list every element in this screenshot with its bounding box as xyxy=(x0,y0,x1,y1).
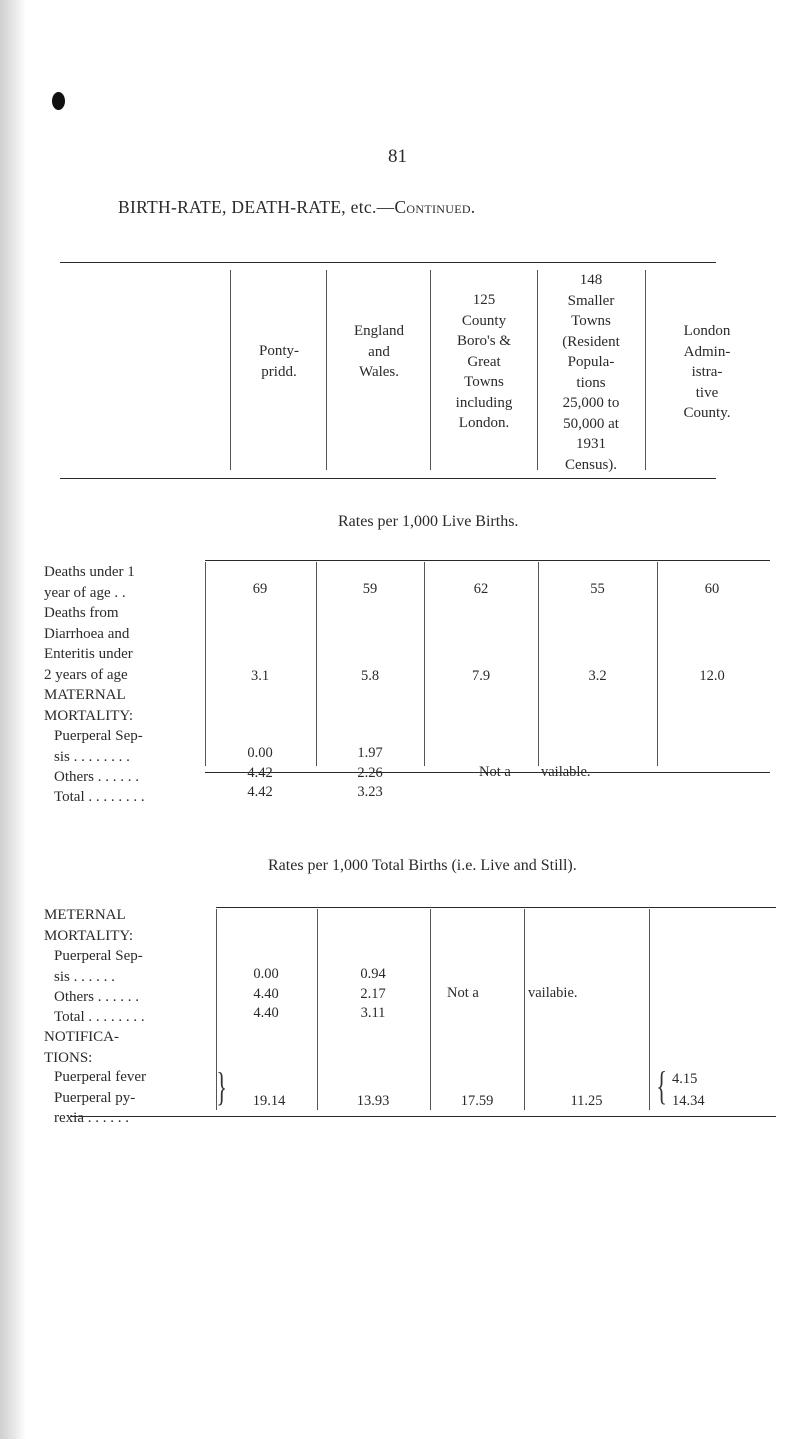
binding-hole xyxy=(52,92,65,110)
s2-notif-london-pyrexia: 14.34 xyxy=(672,1093,705,1109)
section2-bottom-rule xyxy=(70,1116,776,1117)
s1-deaths-england: 59 xyxy=(362,581,378,597)
row2-label-puerperal-fever: Puerperal fever Puerperal py- rexia . . . . . . xyxy=(54,1069,147,1126)
s1-diarrhoea-county: 7.9 xyxy=(471,668,491,684)
s1-deaths-london: 60 xyxy=(704,581,720,597)
s1-diarrhoea-smaller: 3.2 xyxy=(588,668,607,684)
s1-sepsis-pontypridd: 0.00 xyxy=(247,745,273,761)
row-label-others: Others . . . . . . xyxy=(54,769,139,785)
s2-notif-london-fever: 4.15 xyxy=(672,1071,698,1087)
col-head-london: London Admin- istra- tive County. xyxy=(683,323,731,421)
london-brace: { xyxy=(656,1063,667,1108)
col-head-county-boros: 125 County Boro's & Great Towns including London. xyxy=(455,292,513,431)
s2-others-england: 2.17 xyxy=(360,986,386,1002)
row-label-maternal-mortality: MATERNAL MORTALITY: xyxy=(44,687,134,724)
s2-notif-smaller: 11.25 xyxy=(570,1093,603,1109)
s1-not-available-part2: vailable. xyxy=(541,764,591,780)
s2-sepsis-england: 0.94 xyxy=(360,966,386,982)
row2-label-puerperal-sepsis: Puerperal Sep- sis . . . . . . xyxy=(54,948,143,985)
page-heading xyxy=(118,197,475,218)
row-label-deaths-under-1: Deaths under 1 year of age . . xyxy=(44,564,135,601)
section1-top-rule xyxy=(205,560,770,561)
s1-deaths-pontypridd: 69 xyxy=(252,581,268,597)
s2-notif-pontypridd: 19.14 xyxy=(252,1093,286,1109)
s1-diarrhoea-pontypridd: 3.1 xyxy=(250,668,270,684)
s2-not-available-part1: Not a xyxy=(447,985,479,1001)
header-divider-1 xyxy=(230,270,231,470)
row-label-puerperal-sepsis: Puerperal Sep- sis . . . . . . . . xyxy=(54,728,143,765)
s2-sepsis-pontypridd: 0.00 xyxy=(253,966,279,982)
s1-diarrhoea-london: 12.0 xyxy=(699,668,725,684)
s1-diarrhoea-england: 5.8 xyxy=(360,668,380,684)
col-head-smaller-towns: 148 Smaller Towns (Resident Popula- tions 25,000 to 50,000 at 1931 Census). xyxy=(562,272,620,473)
section2-divider-2 xyxy=(430,909,431,1110)
row2-label-maternal-mortality: METERNAL MORTALITY: xyxy=(44,907,134,944)
s1-total-pontypridd: 4.42 xyxy=(247,784,273,800)
s1-deaths-smaller: 55 xyxy=(590,581,605,597)
s2-notif-county: 17.59 xyxy=(460,1093,494,1109)
row2-label-total: Total . . . . . . . . xyxy=(54,1009,145,1025)
heading-continued: Continued. xyxy=(394,197,476,217)
row2-label-notifications: NOTIFICA- TIONS: xyxy=(44,1029,119,1066)
s2-notif-england: 13.93 xyxy=(356,1093,390,1109)
section2-top-rule xyxy=(216,907,776,908)
page-edge-shadow xyxy=(0,0,26,1439)
section1-title: Rates per 1,000 Live Births. xyxy=(338,513,519,530)
heading-main: BIRTH-RATE, DEATH-RATE, etc.— xyxy=(118,197,395,217)
s2-not-available-part2: vailabie. xyxy=(528,985,578,1001)
col-head-england-wales: England and Wales. xyxy=(354,323,404,380)
s1-total-england: 3.23 xyxy=(357,784,383,800)
row-label-total: Total . . . . . . . . xyxy=(54,789,145,805)
s1-others-pontypridd: 4.42 xyxy=(247,765,273,781)
row2-label-others: Others . . . . . . xyxy=(54,989,139,1005)
col-head-pontypridd: Ponty- pridd. xyxy=(258,343,299,380)
header-divider-2 xyxy=(326,270,327,470)
section2-divider-3 xyxy=(524,909,525,1110)
s2-total-pontypridd: 4.40 xyxy=(253,1005,279,1021)
s2-others-pontypridd: 4.40 xyxy=(253,986,279,1002)
s2-total-england: 3.11 xyxy=(360,1005,386,1021)
header-bottom-rule xyxy=(60,478,716,479)
s1-sepsis-england: 1.97 xyxy=(357,745,383,761)
s1-deaths-county: 62 xyxy=(473,581,489,597)
header-top-rule xyxy=(60,262,716,263)
section2-title: Rates per 1,000 Total Births (i.e. Live and Still). xyxy=(268,857,577,874)
page-number: 81 xyxy=(388,146,407,167)
row-label-diarrhoea: Deaths from Diarrhoea and Enteritis under 2 years of age xyxy=(44,605,133,683)
s1-others-england: 2.26 xyxy=(357,765,383,781)
header-divider-3 xyxy=(430,270,431,470)
row-brace-left: } xyxy=(216,1064,227,1109)
s1-not-available-part1: Not a xyxy=(479,764,511,780)
section2-divider-4 xyxy=(649,909,650,1110)
